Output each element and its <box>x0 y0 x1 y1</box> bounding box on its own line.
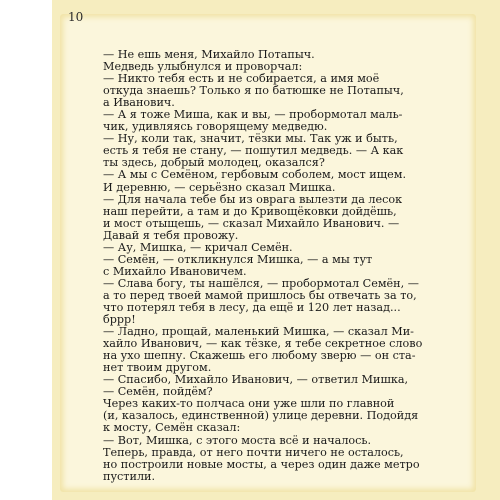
text-line: что потерял тебя в лесу, да ещё и 120 лет назад... <box>103 300 401 314</box>
text-line: есть я тебя не стану, — пошутил медведь. — А как <box>103 144 404 158</box>
text-line: а то перед твоей мамой пришлось бы отвечать за то, <box>103 288 417 302</box>
text-line: (и, казалось, единственной) улице деревни. Подойдя <box>103 409 419 423</box>
text-line: но построили новые мосты, а через один даже метро <box>103 457 420 471</box>
text-line: и мост отыщешь, — сказал Михайло Иванович. — <box>103 216 400 230</box>
text-line: чик, удивляясь говорящему медведю. <box>103 120 328 134</box>
text-line: — Никто тебя есть и не собирается, а имя моё <box>103 72 380 86</box>
text-line: наш перейти, а там и до Кривощёковки дойдёшь, <box>103 204 397 218</box>
text-line: — Семён, — откликнулся Мишка, — а мы тут <box>103 252 373 266</box>
text-line: а Иванович. <box>103 96 175 110</box>
text-line: И деревню, — серьёзно сказал Мишка. <box>103 180 336 194</box>
text-line: Давай я тебя провожу. <box>103 228 239 242</box>
text-line: — Ладно, прощай, маленький Мишка, — сказал Ми- <box>103 325 414 339</box>
text-line: Теперь, правда, от него почти ничего не осталось, <box>103 445 404 459</box>
text-line: Через каких-то полчаса они уже шли по главной <box>103 397 395 411</box>
text-line: — Вот, Мишка, с этого моста всё и началось. <box>103 433 372 447</box>
text-line: Медведь улыбнулся и проворчал: <box>103 60 303 74</box>
text-line: — Для начала тебе бы из оврага вылезти да лесок <box>103 192 403 206</box>
text-line: — А мы с Семёном, гербовым соболем, мост ищем. <box>103 168 407 182</box>
page-number: 10 <box>68 10 84 24</box>
story-text <box>103 49 460 483</box>
text-line: — Ну, коли так, значит, тёзки мы. Так уж и быть, <box>103 132 398 146</box>
text-line: с Михайло Ивановичем. <box>103 264 247 278</box>
text-line: к мосту, Семён сказал: <box>103 421 241 435</box>
text-line: нет твоим другом. <box>103 361 212 375</box>
text-line: бррр! <box>103 313 136 327</box>
text-line: на ухо шепну. Скажешь его любому зверю — он ста- <box>103 349 416 363</box>
text-line: — Слава богу, ты нашёлся, — пробормотал Семён, — <box>103 276 419 290</box>
text-line: откуда знаешь? Только я по батюшке не Потапыч, <box>103 84 404 98</box>
text-line: — Спасибо, Михайло Иванович, — ответил Мишка, <box>103 373 409 387</box>
text-line: — Семён, пойдём? <box>103 385 213 399</box>
text-line: — А я тоже Миша, как и вы, — пробормотал маль- <box>103 108 403 122</box>
text-line: ты здесь, добрый молодец, оказался? <box>103 156 325 170</box>
text-line: — Ау, Мишка, — кричал Семён. <box>103 240 293 254</box>
text-line: пустили. <box>103 469 156 483</box>
text-line: — Не ешь меня, Михайло Потапыч. <box>103 48 315 61</box>
text-line: хайло Иванович, — как тёзке, я тебе секретное слово <box>103 337 423 351</box>
